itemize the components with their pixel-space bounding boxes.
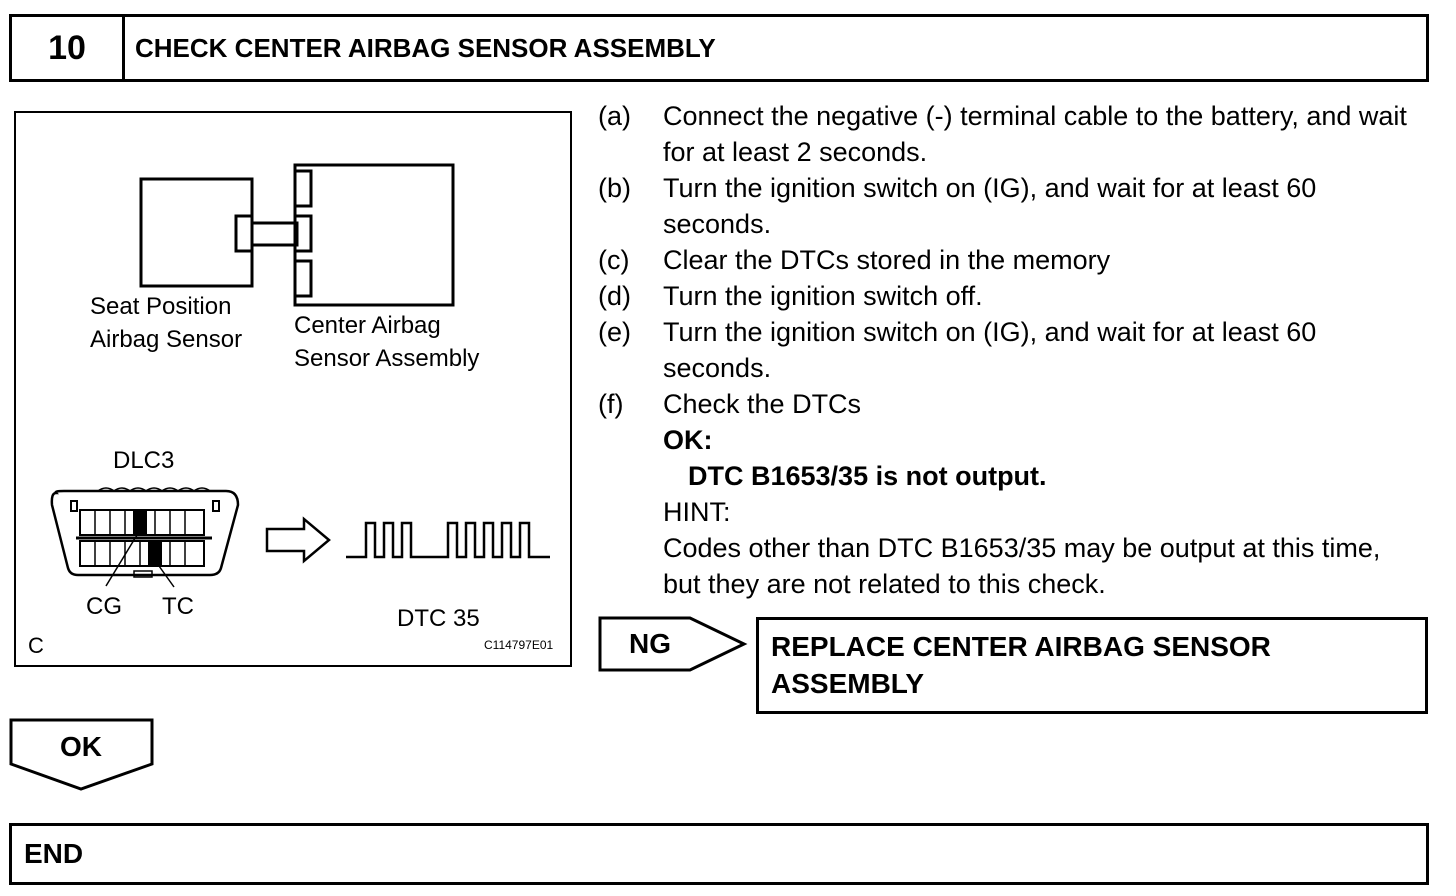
dtc-label: DTC 35 [397,605,480,632]
hint-text: Codes other than DTC B1653/35 may be output at this time, but they are not related to this check. [663,533,1381,599]
step-c [598,242,1418,278]
figure-corner-label: C [28,633,44,658]
step-text: Turn the ignition switch on (IG), and wait for at least 60 seconds. [663,317,1317,383]
diagram-figure [14,111,572,667]
step-b [598,170,1418,242]
step-a [598,98,1418,170]
tc-terminal [148,541,162,566]
step-e [598,314,1418,386]
arrow-icon [267,519,329,561]
seat-sensor-label-line2: Airbag Sensor [90,326,243,353]
figure-code: C114797E01 [484,638,554,652]
end-label: END [24,838,84,869]
ng-action-line1: REPLACE CENTER AIRBAG SENSOR [771,631,1271,662]
step-f [598,386,1418,422]
center-connector-1 [295,171,311,206]
tc-leader [159,566,174,587]
center-sensor-label-line1: Center Airbag [294,312,441,339]
end-box [9,823,1429,885]
step-d [598,278,1418,314]
step-letter: (a) [598,101,631,131]
step-letter: (b) [598,173,631,203]
diagram-drawing [16,113,570,665]
cg-label: CG [86,593,122,620]
center-connector-3 [295,261,311,296]
step-text: Check the DTCs [663,389,862,419]
seat-sensor-label-line1: Seat Position [90,293,232,320]
ok-result: DTC B1653/35 is not output. [688,461,1047,491]
ok-label: OK [60,731,102,762]
procedure-steps [598,98,1418,602]
ng-action-box [756,617,1428,714]
cg-terminal [133,510,147,535]
step-text: Connect the negative (-) terminal cable to the battery, and wait for at least 2 seconds. [663,101,1407,167]
step-letter: (e) [598,317,631,347]
step-text: Turn the ignition switch off. [663,281,983,311]
center-sensor-box [295,165,453,305]
ng-action-line2: ASSEMBLY [771,668,925,699]
ng-label: NG [629,628,671,659]
step-letter: (d) [598,281,631,311]
tc-label: TC [162,593,194,620]
step-text: Turn the ignition switch on (IG), and wait for at least 60 seconds. [663,173,1317,239]
step-number: 10 [12,17,125,79]
ok-heading: OK: [663,425,713,455]
dtc-waveform [346,523,550,557]
center-sensor-label-line2: Sensor Assembly [294,345,480,372]
step-header [9,14,1429,82]
dlc3-label: DLC3 [113,447,175,474]
hint-heading: HINT: [663,497,731,527]
step-text: Clear the DTCs stored in the memory [663,245,1111,275]
harness [252,223,297,245]
step-letter: (f) [598,389,624,419]
step-title: CHECK CENTER AIRBAG SENSOR ASSEMBLY [135,33,716,63]
step-letter: (c) [598,245,630,275]
seat-sensor-connector [236,216,252,251]
